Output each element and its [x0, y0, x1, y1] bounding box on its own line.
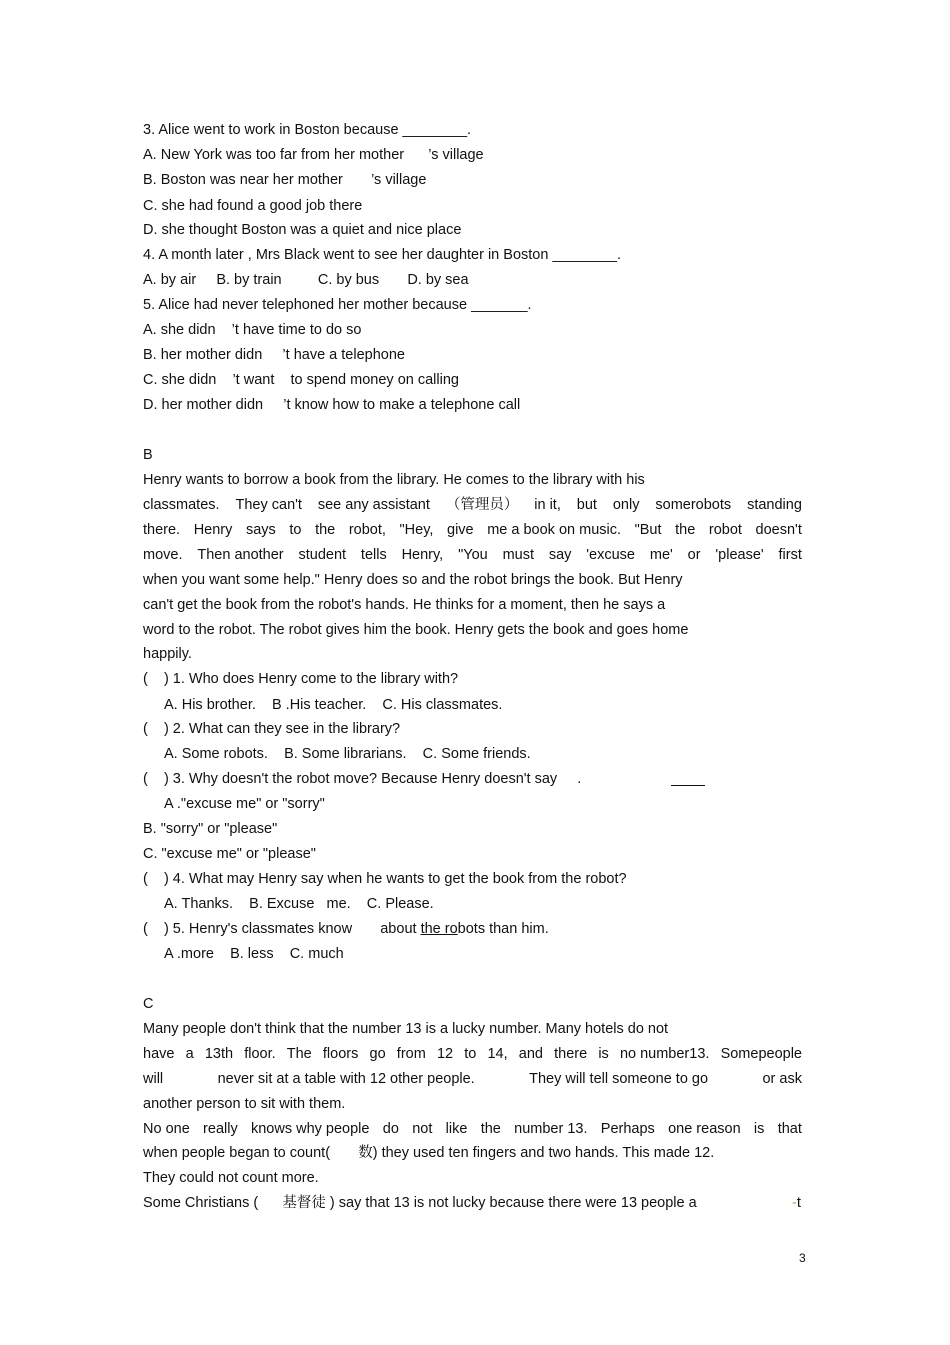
- passage-b-line-6: can't get the book from the robot's hands. He thinks for a moment, then he says a: [143, 597, 666, 613]
- passage-c-line-3: will never sit at a table with 12 other people. They will tell someone to go or ask: [143, 1071, 802, 1087]
- option-5b: B. her mother didn ’t have a telephone: [143, 347, 405, 363]
- b-question-2: ( ) 2. What can they see in the library?: [143, 721, 401, 737]
- option-3b: B. Boston was near her mother ’s village: [143, 172, 427, 188]
- passage-b-line-4: move. Then another student tells Henry, "You must say 'excuse me' or 'please' first: [143, 547, 802, 563]
- option-5c: C. she didn ’t want to spend money on calling: [143, 372, 459, 388]
- b-option-3a: A ."excuse me" or "sorry": [164, 796, 325, 812]
- b-options-5: A .more B. less C. much: [164, 946, 344, 962]
- option-3a: A. New York was too far from her mother ’s village: [143, 147, 484, 163]
- passage-c-line-8: Some Christians ( 基督徒 ) say that 13 is not lucky because there were 13 people a: [143, 1195, 697, 1211]
- b-options-4: A. Thanks. B. Excuse me. C. Please.: [164, 896, 434, 912]
- passage-c-line-5: No one really knows why people do not like the number 13. Perhaps one reason is that: [143, 1121, 802, 1137]
- question-3: 3. Alice went to work in Boston because ________.: [143, 122, 472, 138]
- option-5d: D. her mother didn ’t know how to make a telephone call: [143, 397, 521, 413]
- option-5a: A. she didn ’t have time to do so: [143, 322, 362, 338]
- b-question-4: ( ) 4. What may Henry say when he wants to get the book from the robot?: [143, 871, 627, 887]
- b-option-3c: C. "excuse me" or "please": [143, 846, 316, 862]
- passage-c-line-2: have a 13th floor. The floors go from 12 to 14, and there is no number13. Somepeople: [143, 1046, 802, 1062]
- question-4: 4. A month later , Mrs Black went to see her daughter in Boston ________.: [143, 247, 621, 263]
- passage-c-line-7: They could not count more.: [143, 1170, 319, 1186]
- passage-c-line-1: Many people don't think that the number 13 is a lucky number. Many hotels do not: [143, 1021, 669, 1037]
- b-question-3: ( ) 3. Why doesn't the robot move? Because Henry doesn't say .: [143, 771, 582, 787]
- option-3c: C. she had found a good job there: [143, 198, 363, 214]
- option-3d: D. she thought Boston was a quiet and nice place: [143, 222, 462, 238]
- passage-b-line-1: Henry wants to borrow a book from the library. He comes to the library with his: [143, 472, 645, 488]
- passage-b-line-3: there. Henry says to the robot, "Hey, give me a book on music. "But the robot doesn't: [143, 522, 802, 538]
- options-4: A. by air B. by train C. by bus D. by sea: [143, 272, 469, 288]
- passage-c-line-6: when people began to count( 数) they used ten fingers and two hands. This made 12.: [143, 1145, 715, 1161]
- passage-b-line-7: word to the robot. The robot gives him the book. Henry gets the book and goes home: [143, 622, 689, 638]
- passage-c-line-4: another person to sit with them.: [143, 1096, 346, 1112]
- stray-mark: -: [792, 1195, 797, 1211]
- b-question-1: ( ) 1. Who does Henry come to the library with?: [143, 671, 459, 687]
- passage-b-line-8: happily.: [143, 646, 192, 662]
- b-question-5: ( ) 5. Henry's classmates know about the robots than him.: [143, 921, 549, 937]
- passage-c-line-8-end: -t: [792, 1195, 801, 1211]
- b-options-1: A. His brother. B .His teacher. C. His classmates.: [164, 697, 503, 713]
- b-option-3b: B. "sorry" or "please": [143, 821, 278, 837]
- section-c-heading: C: [143, 996, 154, 1012]
- b-options-2: A. Some robots. B. Some librarians. C. Some friends.: [164, 746, 531, 762]
- section-b-heading: B: [143, 447, 153, 463]
- passage-b-line-5: when you want some help." Henry does so and the robot brings the book. But Henry: [143, 572, 683, 588]
- question-5: 5. Alice had never telephoned her mother because _______.: [143, 297, 532, 313]
- page-number: 3: [799, 1251, 806, 1265]
- answer-blank-line: [671, 785, 705, 786]
- passage-b-line-2: classmates. They can't see any assistant （管理员） in it, but only somerobots standing: [143, 497, 802, 513]
